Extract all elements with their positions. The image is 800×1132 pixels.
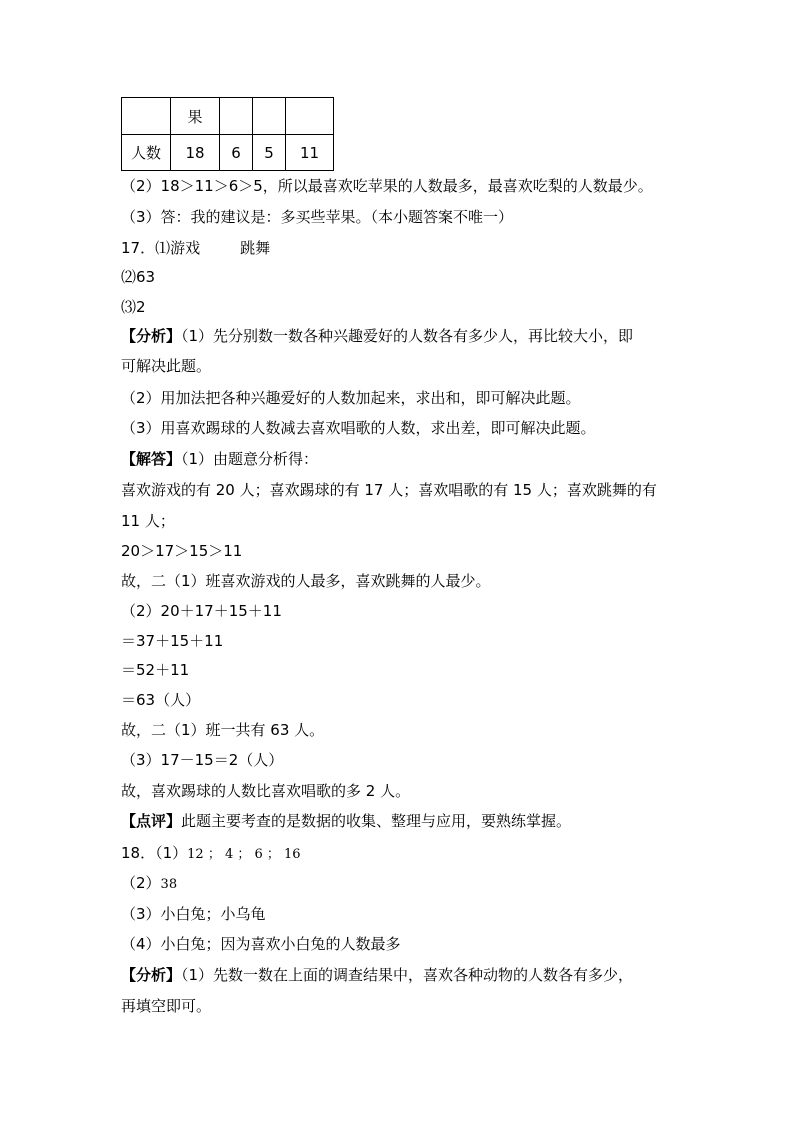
text-line: （2）20＋17＋15＋11 [121, 602, 282, 620]
text-span: （2） [121, 874, 161, 892]
analysis-line [121, 326, 633, 346]
text-line: 故，二（1）班喜欢游戏的人最多，喜欢跳舞的人最少。 [121, 572, 491, 590]
text-span: 18．（1） [121, 844, 188, 862]
table-cell: 5 [253, 135, 286, 171]
text-line: 20＞17＞15＞11 [121, 542, 243, 560]
table-header-row [122, 98, 334, 135]
text-line: （3）17－15＝2（人） [121, 751, 284, 769]
answer-tag: 【解答】 [121, 450, 182, 468]
text-line: ＝37＋15＋11 [121, 632, 224, 650]
text-line: ＝52＋11 [121, 661, 190, 679]
text-line: 可解决此题。 [121, 357, 212, 375]
table-cell: 人数 [122, 135, 171, 171]
question-18-answer [121, 843, 301, 865]
analysis-tag: 【分析】 [121, 327, 182, 345]
text-line: ⑶2 [121, 298, 146, 316]
text-line: （3）小白兔；小乌龟 [121, 905, 266, 923]
text-line: 故，二（1）班一共有 63 人。 [121, 721, 325, 739]
text-line: （2）18＞11＞6＞5，所以最喜欢吃苹果的人数最多，最喜欢吃梨的人数最少。 [121, 177, 653, 195]
table-cell [286, 98, 334, 135]
text-line: ＝63（人） [121, 691, 201, 709]
table-cell: 6 [220, 135, 253, 171]
review-tag: 【点评】 [121, 812, 182, 830]
table-cell: 11 [286, 135, 334, 171]
text-span: 38 [160, 877, 178, 892]
analysis-line [121, 965, 633, 985]
text-span: 此题主要考查的是数据的收集、整理与应用，要熟练掌握。 [181, 812, 572, 830]
table-cell: 果 [171, 98, 220, 135]
text-line: （2）用加法把各种兴趣爱好的人数加起来，求出和，即可解决此题。 [121, 389, 581, 407]
text-span: （1）由题意分析得： [181, 450, 319, 468]
table-cell [220, 98, 253, 135]
survey-table [121, 97, 334, 171]
text-line: ⑵63 [121, 268, 156, 286]
text-span: 17．⑴游戏 [121, 239, 201, 257]
text-span: 跳舞 [240, 239, 271, 257]
text-line: 11 人； [121, 512, 175, 530]
question-18-part-2 [121, 873, 177, 895]
table-row [122, 135, 334, 171]
text-line: 再填空即可。 [121, 997, 212, 1015]
text-span: （1）先数一数在上面的调查结果中，喜欢各种动物的人数各有多少， [181, 966, 634, 984]
table-cell [253, 98, 286, 135]
question-17-answer [121, 238, 270, 258]
text-line: （3）答：我的建议是：多买些苹果。（本小题答案不唯一） [121, 208, 514, 226]
text-line: （4）小白兔；因为喜欢小白兔的人数最多 [121, 935, 401, 953]
table-cell: 18 [171, 135, 220, 171]
analysis-tag: 【分析】 [121, 966, 182, 984]
text-line: 喜欢游戏的有 20 人；喜欢踢球的有 17 人；喜欢唱歌的有 15 人；喜欢跳舞的有 [121, 481, 657, 499]
text-line: 故，喜欢踢球的人数比喜欢唱歌的多 2 人。 [121, 782, 411, 800]
answer-line [121, 449, 318, 469]
text-span: 12 ； 4 ； 6 ； 16 [187, 847, 301, 862]
text-line: （3）用喜欢踢球的人数减去喜欢唱歌的人数，求出差，即可解决此题。 [121, 419, 596, 437]
review-line [121, 811, 571, 831]
table-cell [122, 98, 171, 135]
text-span: （1）先分别数一数各种兴趣爱好的人数各有多少人，再比较大小，即 [181, 327, 634, 345]
